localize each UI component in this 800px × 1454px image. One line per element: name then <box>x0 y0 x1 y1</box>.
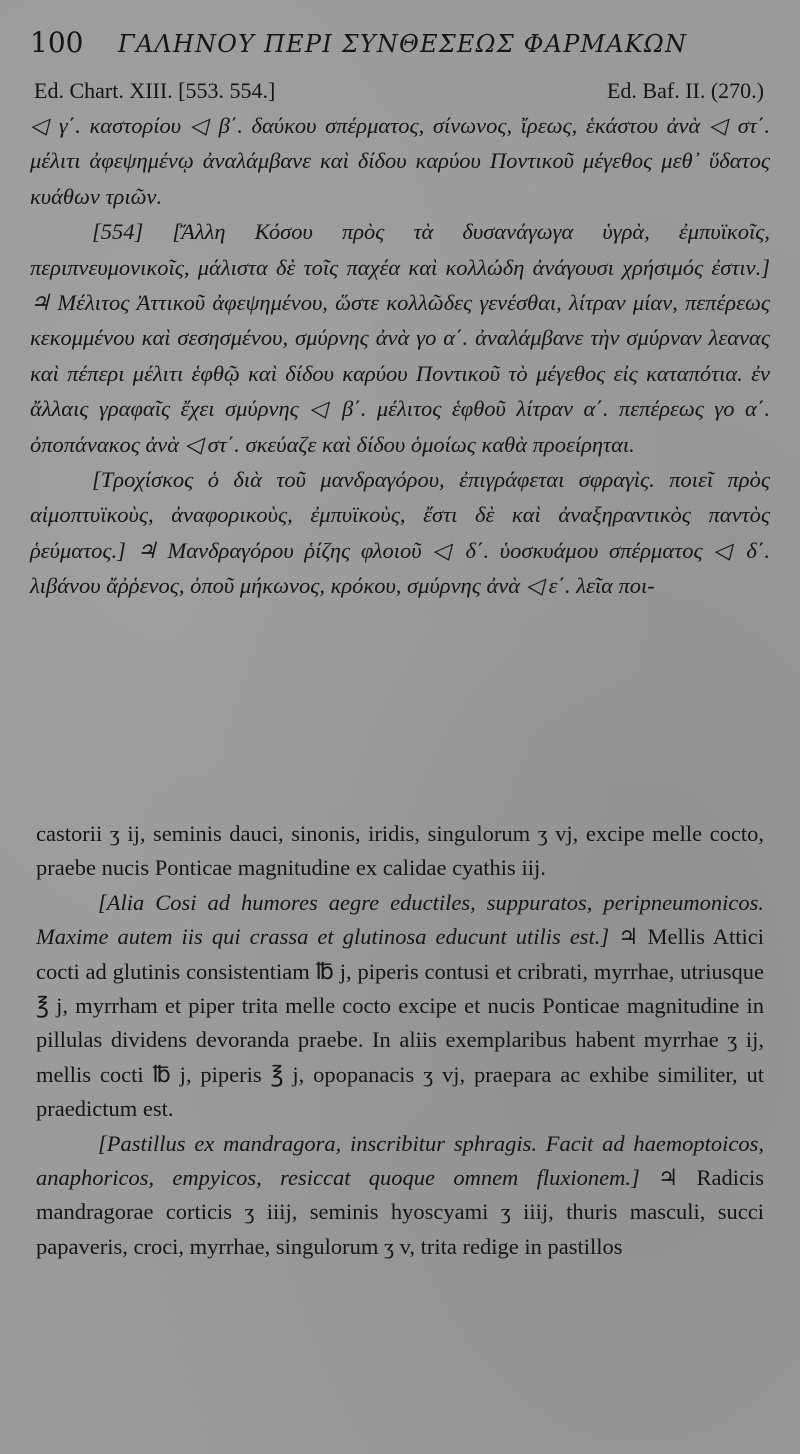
greek-paragraph-3-heading: [Τροχίσκος ὁ διὰ τοῦ μανδραγόρου, ἐπιγράφεται σφραγὶς. ποιεῖ πρὸς αἱμοπτυϊκοὺς, ἀναφορικοὺς, ἐμπυϊκοὺς, ἔστι δὲ καὶ ἀναξηραντικὸς παντὸς ῥεύματος.] <box>30 467 770 563</box>
latin-paragraph-3-heading: [Pastillus ex mandragora, inscribitur sphragis. Facit ad haemoptoicos, anaphoricos, empyicos, resiccat quoque omnem fluxionem.] <box>36 1130 764 1191</box>
greek-paragraph-2 <box>30 214 770 462</box>
greek-paragraph-2-text: ♃ Μέλιτος Ἀττικοῦ ἀφεψημένου, ὥστε κολλῶδες γενέσθαι, λίτραν μίαν, πεπέρεως κεκομμένου καὶ σεσησμένου, σμύρνης ἀνὰ γο α΄. ἀναλάμβανε τὴν σμύρναν λεανας καὶ πέπερι μέλιτι ἑφθῷ καὶ δίδου καρύου Ποντικοῦ τὸ μέγεθος εἰς καταπότια. ἐν ἄλλαις γραφαῖς ἔχει σμύρνης ◁ β΄. μέλιτος ἑφθοῦ λίτραν α΄. πεπέρεως γο α΄. ὀποπάνακος ἀνὰ ◁ στ΄. σκεύαζε καὶ δίδου ὁμοίως καθὰ προείρηται. <box>30 290 770 457</box>
greek-paragraph-3 <box>30 462 770 604</box>
latin-paragraph-1-text: castorii ʒ ij, seminis dauci, sinonis, iridis, singulorum ʒ vj, excipe melle cocto, praebe nucis Ponticae magnitudine ex calidae cyathis iij. <box>36 821 764 881</box>
latin-paragraph-2-text: ♃ Mellis Attici cocti ad glutinis consistentiam ℔ j, piperis contusi et cribrati, myrrhae, utriusque ℥ j, myrrham et piper trita melle cocto excipe et nucis Ponticae magnitudine in pillulas dividens devoranda praebe. In aliis exemplaribus habent myrrhae ʒ ij, mellis cocti ℔ j, piperis ℥ j, opopanacis ʒ vj, praepara ac exhibe similiter, ut praedictum est. <box>36 924 765 1122</box>
page-number: 100 <box>30 26 84 59</box>
latin-paragraph-2-heading: [Alia Cosi ad humores aegre eductiles, suppuratos, peripneumonicos. Maxime autem iis qui crassa et glutinosa educunt utilis est.] <box>36 889 764 950</box>
greek-paragraph-2-heading: [554] [Ἄλλη Κόσου πρὸς τὰ δυσανάγωγα ὑγρὰ, ἐμπυϊκοῖς, περιπνευμονικοῖς, μάλιστα δὲ τοῖς παχέα καὶ κολλώδη ἀνάγουσι χρήσιμός ἐστιν.] <box>30 219 770 280</box>
greek-paragraph-1-text: ◁ γ΄. καστορίου ◁ β΄. δαύκου σπέρματος, σίνωνος, ἴρεως, ἑκάστου ἀνὰ ◁ στ΄. μέλιτι ἀφεψημένῳ ἀναλάμβανε καὶ δίδου καρύου Ποντικοῦ μέγεθος μεθ᾽ ὕδατος κυάθων τριῶν. <box>30 113 770 209</box>
latin-paragraph-1 <box>36 817 764 886</box>
running-title: ΓΑΛΗΝΟΥ ΠΕΡΙ ΣΥΝΘΕΣΕΩΣ ΦΑΡΜΑΚΩΝ <box>118 30 688 58</box>
edition-reference-right: Ed. Baf. II. (270.) <box>606 78 764 103</box>
greek-text-block <box>30 108 770 604</box>
greek-paragraph-3-text: ♃ Μανδραγόρου ῥίζης φλοιοῦ ◁ δ΄. ὑοσκυάμου σπέρματος ◁ δ΄. λιβάνου ἄῤῥενος, ὀποῦ μήκωνος, κρόκου, σμύρνης ἀνὰ ◁ ε΄. λεῖα ποι- <box>30 537 771 599</box>
latin-text-block <box>36 817 764 1264</box>
latin-paragraph-3 <box>36 1127 764 1265</box>
latin-paragraph-3-text: ♃ Radicis mandragorae corticis ʒ iiij, seminis hyoscyami ʒ iiij, thuris masculi, succi papaveris, croci, myrrhae, singulorum ʒ v, trita redige in pastillos <box>36 1165 764 1259</box>
edition-reference-left: Ed. Chart. XIII. [553. 554.] <box>34 78 276 103</box>
edition-reference-row <box>34 78 764 104</box>
latin-paragraph-2 <box>36 886 764 1127</box>
greek-paragraph-1 <box>30 108 770 214</box>
page-header <box>30 26 770 66</box>
